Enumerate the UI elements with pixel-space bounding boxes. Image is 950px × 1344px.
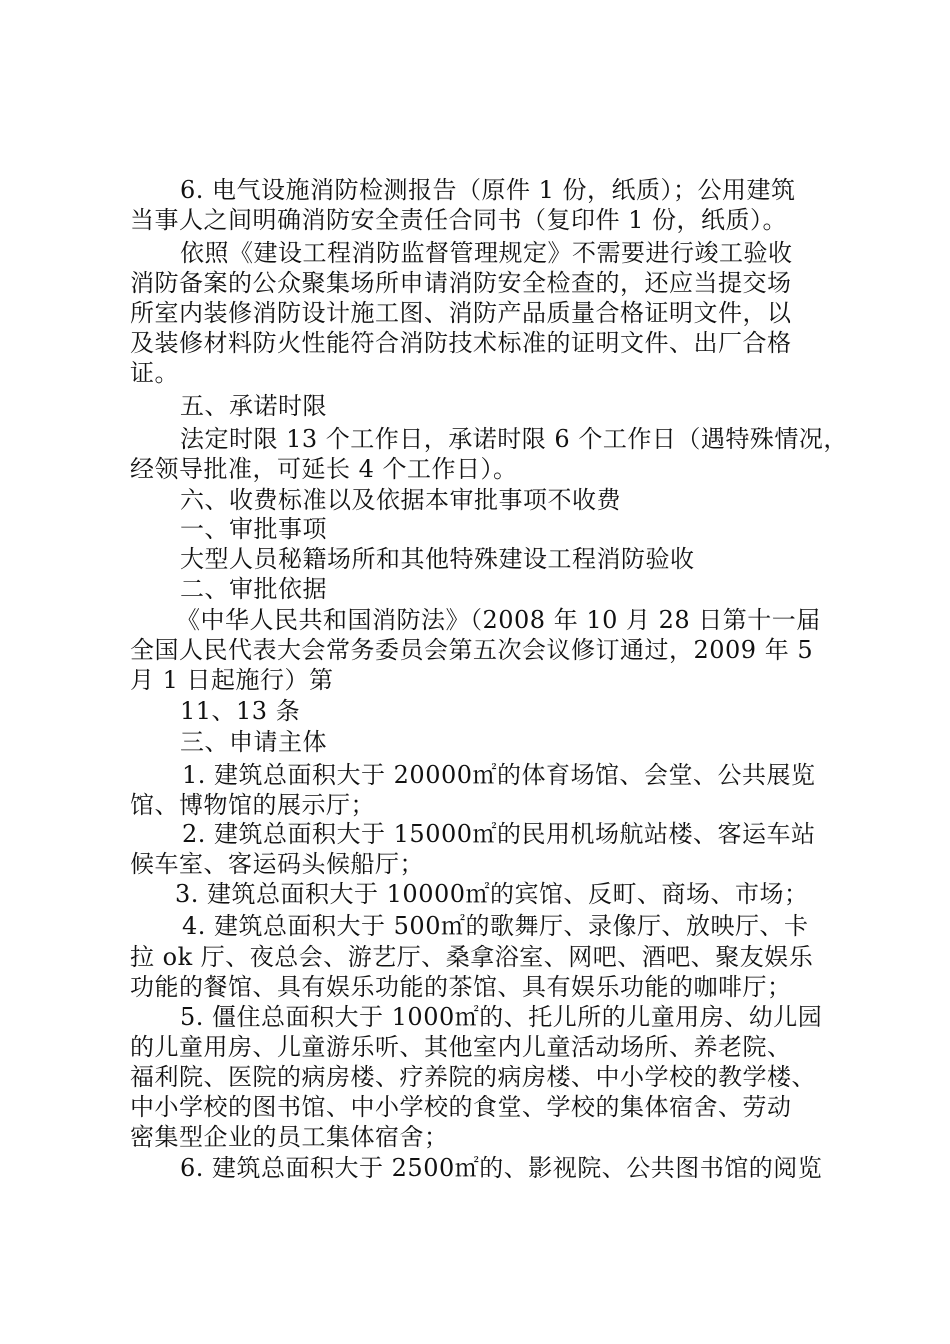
text-line: 依照《建设工程消防监督管理规定》不需要进行竣工验收	[180, 239, 793, 267]
text-line: 五、承诺时限	[180, 392, 327, 420]
text-line: 法定时限 13 个工作日，承诺时限 6 个工作日（遇特殊情况，	[180, 425, 848, 453]
text-line: 六、收费标准以及依据本审批事项不收费	[180, 486, 621, 514]
text-line: 拉 ok 厅、夜总会、游艺厅、桑拿浴室、网吧、酒吧、聚友娱乐	[130, 943, 814, 971]
text-line: 月 1 日起施行）第	[130, 666, 334, 694]
text-line: 5. 僵住总面积大于 1000㎡的、托儿所的儿童用房、幼儿园	[180, 1003, 823, 1031]
text-line: 一、审批事项	[180, 515, 327, 543]
text-line: 三、申请主体	[180, 728, 327, 756]
text-line: 二、审批依据	[180, 575, 327, 603]
text-line: 6. 建筑总面积大于 2500㎡的、影视院、公共图书馆的阅览	[180, 1154, 823, 1182]
text-line: 4. 建筑总面积大于 500㎡的歌舞厅、录像厅、放映厅、卡	[182, 912, 809, 940]
text-line: 功能的餐馆、具有娱乐功能的茶馆、具有娱乐功能的咖啡厅；	[130, 973, 792, 1001]
text-line: 1. 建筑总面积大于 20000㎡的体育场馆、会堂、公共展览	[182, 761, 816, 789]
text-line: 6. 电气设施消防检测报告（原件 1 份，纸质）；公用建筑	[180, 176, 796, 204]
text-line: 消防备案的公众聚集场所申请消防安全检查的，还应当提交场	[130, 269, 792, 297]
text-line: 证。	[130, 359, 179, 387]
text-line: 中小学校的图书馆、中小学校的食堂、学校的集体宿舍、劳动	[130, 1093, 792, 1121]
text-line: 所室内装修消防设计施工图、消防产品质量合格证明文件，以	[130, 299, 792, 327]
text-line: 3. 建筑总面积大于 10000㎡的宾馆、反町、商场、市场；	[175, 880, 809, 908]
text-line: 全国人民代表大会常务委员会第五次会议修订通过，2009 年 5	[130, 636, 814, 664]
text-line: 密集型企业的员工集体宿舍；	[130, 1123, 449, 1151]
text-line: 馆、博物馆的展示厅；	[130, 791, 375, 819]
text-line: 11、13 条	[180, 697, 301, 725]
text-line: 及装修材料防火性能符合消防技术标准的证明文件、出厂合格	[130, 329, 792, 357]
text-line: 当事人之间明确消防安全责任合同书（复印件 1 份，纸质）。	[130, 206, 788, 234]
text-line: 2. 建筑总面积大于 15000㎡的民用机场航站楼、客运车站	[182, 820, 816, 848]
text-line: 《中华人民共和国消防法》（2008 年 10 月 28 日第十一届	[176, 606, 821, 634]
text-line: 的儿童用房、儿童游乐听、其他室内儿童活动场所、养老院、	[130, 1033, 792, 1061]
text-line: 候车室、客运码头候船厅；	[130, 850, 424, 878]
text-line: 经领导批准，可延长 4 个工作日）。	[130, 455, 518, 483]
text-line: 福利院、医院的病房楼、疗养院的病房楼、中小学校的教学楼、	[130, 1063, 816, 1091]
text-line: 大型人员秘籍场所和其他特殊建设工程消防验收	[180, 545, 695, 573]
